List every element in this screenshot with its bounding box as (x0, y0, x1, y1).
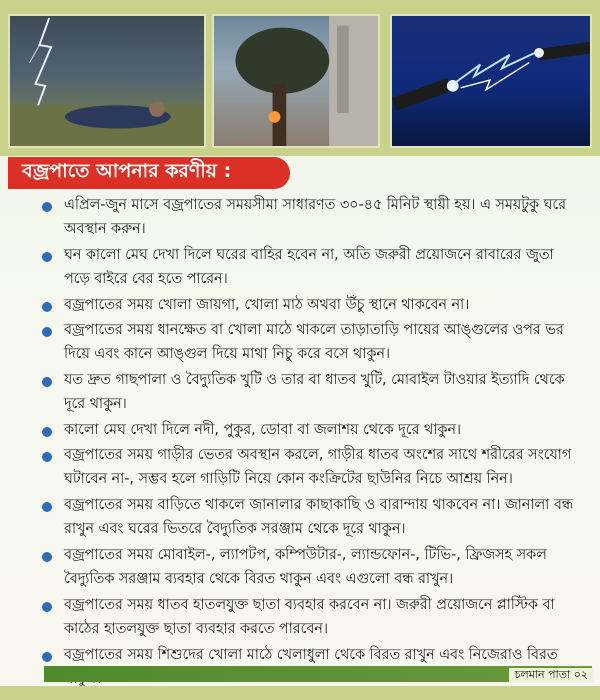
list-item-text: বজ্রপাতের সময় বাড়িতে থাকলে জানালার কাছাকাছি ও বারান্দায় থাকবেন না। জানালা বন্ধ রাখুন এবং ঘরের ভিতরে বৈদ্যুতিক সরঞ্জাম থেকে দূরে থাকুন। (64, 497, 574, 537)
bullet-icon (42, 252, 52, 262)
bullet-icon (42, 502, 52, 512)
list-item-text: বজ্রপাতের সময় শিশুদের খোলা মাঠে খেলাধুলা থেকে বিরত রাখুন এবং নিজেরাও বিরত (64, 647, 558, 663)
bullet-icon (42, 302, 52, 312)
list-item-text: এপ্রিল-জুন মাসে বজ্রপাতের সময়সীমা সাধারণত ৩০-৪৫ মিনিট স্থায়ী হয়। এ সময়টুকু ঘরে অবস্থান করুন। (64, 197, 566, 237)
list-item-text: কালো মেঘ দেখা দিলে নদী, পুকুর, ডোবা বা জলাশয় থেকে দূরে থাকুন। (64, 422, 462, 438)
struck-tree-photo (212, 14, 380, 148)
section-heading: বজ্রপাতে আপনার করণীয় : (8, 157, 290, 189)
bullet-icon (42, 427, 52, 437)
bullet-icon (42, 602, 52, 612)
list-item (6, 243, 594, 291)
lightning-storm-photo (8, 14, 206, 148)
list-item-text: বজ্রপাতের সময় ধাতব হাতলযুক্ত ছাতা ব্যবহার করবেন না। জরুরী প্রয়োজনে প্লাস্টিক বা কাঠের হাতলযুক্ত ছাতা ব্যবহার করতে পারবেন। (64, 597, 555, 637)
list-item (6, 593, 594, 641)
list-item (6, 293, 594, 317)
list-item-text: বজ্রপাতের সময় ধানক্ষেত বা খোলা মাঠে থাকলে তাড়াতাড়ি পায়ের আঙ্গুলের ওপর ভর দিয়ে এবং কানে আঙ্গুল দিয়ে মাথা নিচু করে বসে থাকুন। (64, 322, 564, 362)
bullet-icon (42, 452, 52, 462)
bullet-icon (42, 327, 52, 337)
list-item-text: বজ্রপাতের সময় খোলা জায়গা, খোলা মাঠ অথবা উঁচু স্থানে থাকবেন না। (64, 297, 470, 313)
electric-spark-photo (390, 14, 592, 148)
list-item-text: ঘন কালো মেঘ দেখা দিলে ঘরের বাহির হবেন না, অতি জরুরী প্রয়োজনে রাবারের জুতা পড়ে বাইরে বের হতে পারেন। (64, 247, 554, 287)
list-item-text: যত দ্রুত গাছপালা ও বৈদ্যুতিক খুটি ও তার বা ধাতব খুটি, মোবাইল টাওয়ার ইত্যাদি থেকে দূরে থাকুন। (64, 372, 565, 412)
bullet-icon (42, 552, 52, 562)
bottom-strip (0, 686, 600, 700)
bullet-icon (42, 377, 52, 387)
list-item (6, 193, 594, 241)
bullet-icon (42, 202, 52, 212)
list-item (6, 368, 594, 416)
bullet-icon (42, 652, 52, 662)
list-item-text: বজ্রপাতের সময় গাড়ীর ভেতর অবস্থান করলে, গাড়ীর ধাতব অংশের সাথে শরীরের সংযোগ ঘটাবেন না-, সম্ভব হলে গাড়িটি নিয়ে কোন কংক্রিটের ছাউনির নিচে আশ্রয় নিন। (64, 447, 572, 487)
photo-strip (0, 0, 600, 156)
list-item (6, 543, 594, 591)
list-item (6, 493, 594, 541)
list-item (6, 443, 594, 491)
page-continuation-label: চলমান পাতা ০২ (509, 668, 594, 682)
instruction-list (6, 193, 594, 691)
list-item (6, 318, 594, 366)
list-item-text: বজ্রপাতের সময় মোবাইল-, ল্যাপটপ, কম্পিউটার-, ল্যান্ডফোন-, টিভি-, ফ্রিজসহ সকল বৈদ্যুতিক সরঞ্জাম ব্যবহার থেকে বিরত থাকুন এবং এগুলো বন্ধ রাখুন। (64, 547, 547, 587)
list-item (6, 418, 594, 442)
